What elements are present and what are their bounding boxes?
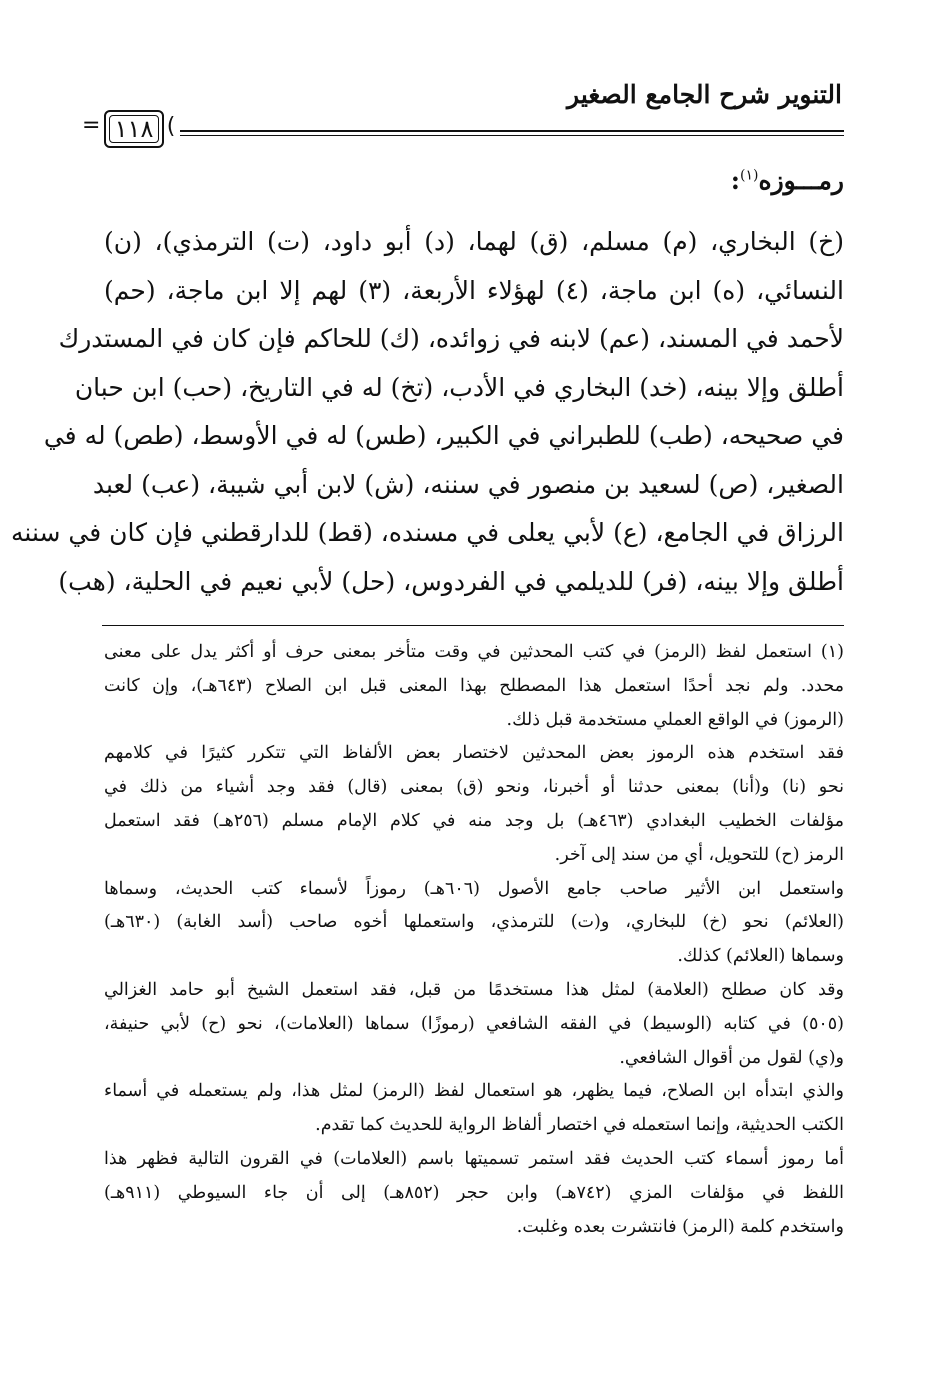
footnote-line: والذي ابتدأه ابن الصلاح، فيما يظهر، هو استعمال لفظ (الرمز) لمثل هذا، ولم يستعمله في أسماء: [104, 1081, 844, 1102]
footnote-paragraph: [104, 873, 844, 974]
footnote-line: نحو (نا) و(أنا) بمعنى حدثنا أو أخبرنا، ونحو (ق) بمعنى (قال) فقد وجد أشياء من ذلك في: [104, 777, 844, 798]
footnote-paragraph: [104, 1143, 844, 1244]
heading-colon: :: [730, 166, 740, 195]
footnote-line: و(ي) لقول من أقوال الشافعي.: [619, 1047, 844, 1068]
section-heading-text: رمـــوزه: [758, 166, 844, 195]
page-number: ١١٨: [104, 110, 164, 148]
text-line: الصغير، (ص) لسعيد بن منصور في سننه، (ش) لابن أبي شيبة، (عب) لعبد: [92, 469, 844, 499]
text-line: في صحيحه، (طب) للطبراني في الكبير، (طس) له في الأوسط، (طص) له في: [43, 421, 844, 450]
text-line: لأحمد في المسند، (عم) لابنه في زوائده، (ك) للحاكم فإن كان في المستدرك: [58, 324, 844, 353]
footnote-line: الكتب الحديثية، وإنما استعمله في اختصار ألفاظ الرواية للحديث كما تقدم.: [315, 1115, 844, 1136]
footnote-line: محدد. ولم نجد أحدًا استعمل هذا المصطلح بهذا المعنى قبل ابن الصلاح (٦٤٣هـ)، وإن كانت: [104, 675, 844, 696]
footnote-paragraph: [104, 1075, 844, 1143]
footnote-line: وسماها (العلائم) كذلك.: [677, 946, 844, 967]
page-number-mark: =: [82, 113, 101, 138]
section-heading: [731, 166, 844, 195]
footnote-line: (العلائم) نحو (خ) للبخاري، و(ت) للترمذي، واستعملها أخوه صاحب (أسد الغابة) (٦٣٠هـ): [104, 912, 844, 933]
footnote-line: وقد كان صطلح (العلامة) لمثل هذا مستخدمًا من قبل، فقد استعمل الشيخ أبو حامد الغزالي: [104, 979, 844, 1000]
text-line: أطلق وإلا بينه، (خد) البخاري في الأدب، (تخ) له في التاريخ، (حب) ابن حبان: [74, 372, 844, 402]
footnote-line: واستعمل ابن الأثير صاحب جامع الأصول (٦٠٦هـ) رموزاً لأسماء كتب الحديث، وسماها: [104, 878, 845, 899]
footnote-line: (٥٠٥) في كتابه (الوسيط) في الفقه الشافعي (رموزًا) سماها (العلامات)، نحو (ح) لأبي حنيفة،: [104, 1013, 844, 1034]
running-title: التنوير شرح الجامع الصغير: [567, 80, 842, 109]
footnotes: [104, 636, 844, 1244]
page-number-bracket: ): [166, 114, 176, 139]
footnote-paragraph: [104, 636, 844, 737]
text-line: النسائي، (ه) ابن ماجة، (٤) لهؤلاء الأربعة، (٣) لهم إلا ابن ماجة، (حم): [104, 275, 844, 305]
footnote-line: مؤلفات الخطيب البغدادي (٤٦٣هـ) بل وجد منه في كلام الإمام مسلم (٢٥٦هـ) فقد استعمل: [104, 810, 845, 831]
text-line: الرزاق في الجامع، (ع) لأبي يعلى في مسنده، (قط) للدارقطني فإن كان في سننه: [11, 518, 844, 547]
main-text: [11, 218, 844, 606]
footnote-separator: [102, 625, 844, 626]
text-line: (خ) البخاري، (م) مسلم، (ق) لهما، (د) أبو داود، (ت) الترمذي)، (ن): [104, 227, 844, 256]
footnote-line: الرمز (ح) للتحويل، أي من سند إلى آخر.: [554, 844, 844, 865]
footnote-line: واستخدم كلمة (الرمز) فانتشرت بعده وغلبت.: [516, 1216, 844, 1237]
footnote-paragraph: [104, 737, 844, 872]
footnote-line: أما رموز أسماء كتب الحديث فقد استمر تسميتها باسم (العلامات) في القرون التالية فظهر هذا: [104, 1148, 844, 1169]
footnote-reference[interactable]: (١): [740, 167, 759, 184]
footnote-line: فقد استخدم هذه الرموز بعض المحدثين لاختصار بعض الألفاظ التي تتكرر كثيرًا في كلامهم: [104, 743, 844, 764]
footnote-paragraph: [104, 974, 844, 1075]
text-line: أطلق وإلا بينه، (فر) للديلمي في الفردوس، (حل) لأبي نعيم في الحلية، (هب): [58, 566, 844, 596]
footnote-line: اللفظ في مؤلفات المزي (٧٤٢هـ) وابن حجر (٨٥٢هـ) إلى أن جاء السيوطي (٩١١هـ): [104, 1182, 844, 1203]
footnote-line: (١) استعمل لفظ (الرمز) في كتب المحدثين في وقت متأخر بمعنى حرف أو أكثر يدل على معنى: [104, 642, 844, 662]
header-rule: [180, 130, 844, 136]
footnote-line: (الرموز) في الواقع العملي مستخدمة قبل ذلك.: [506, 709, 844, 730]
